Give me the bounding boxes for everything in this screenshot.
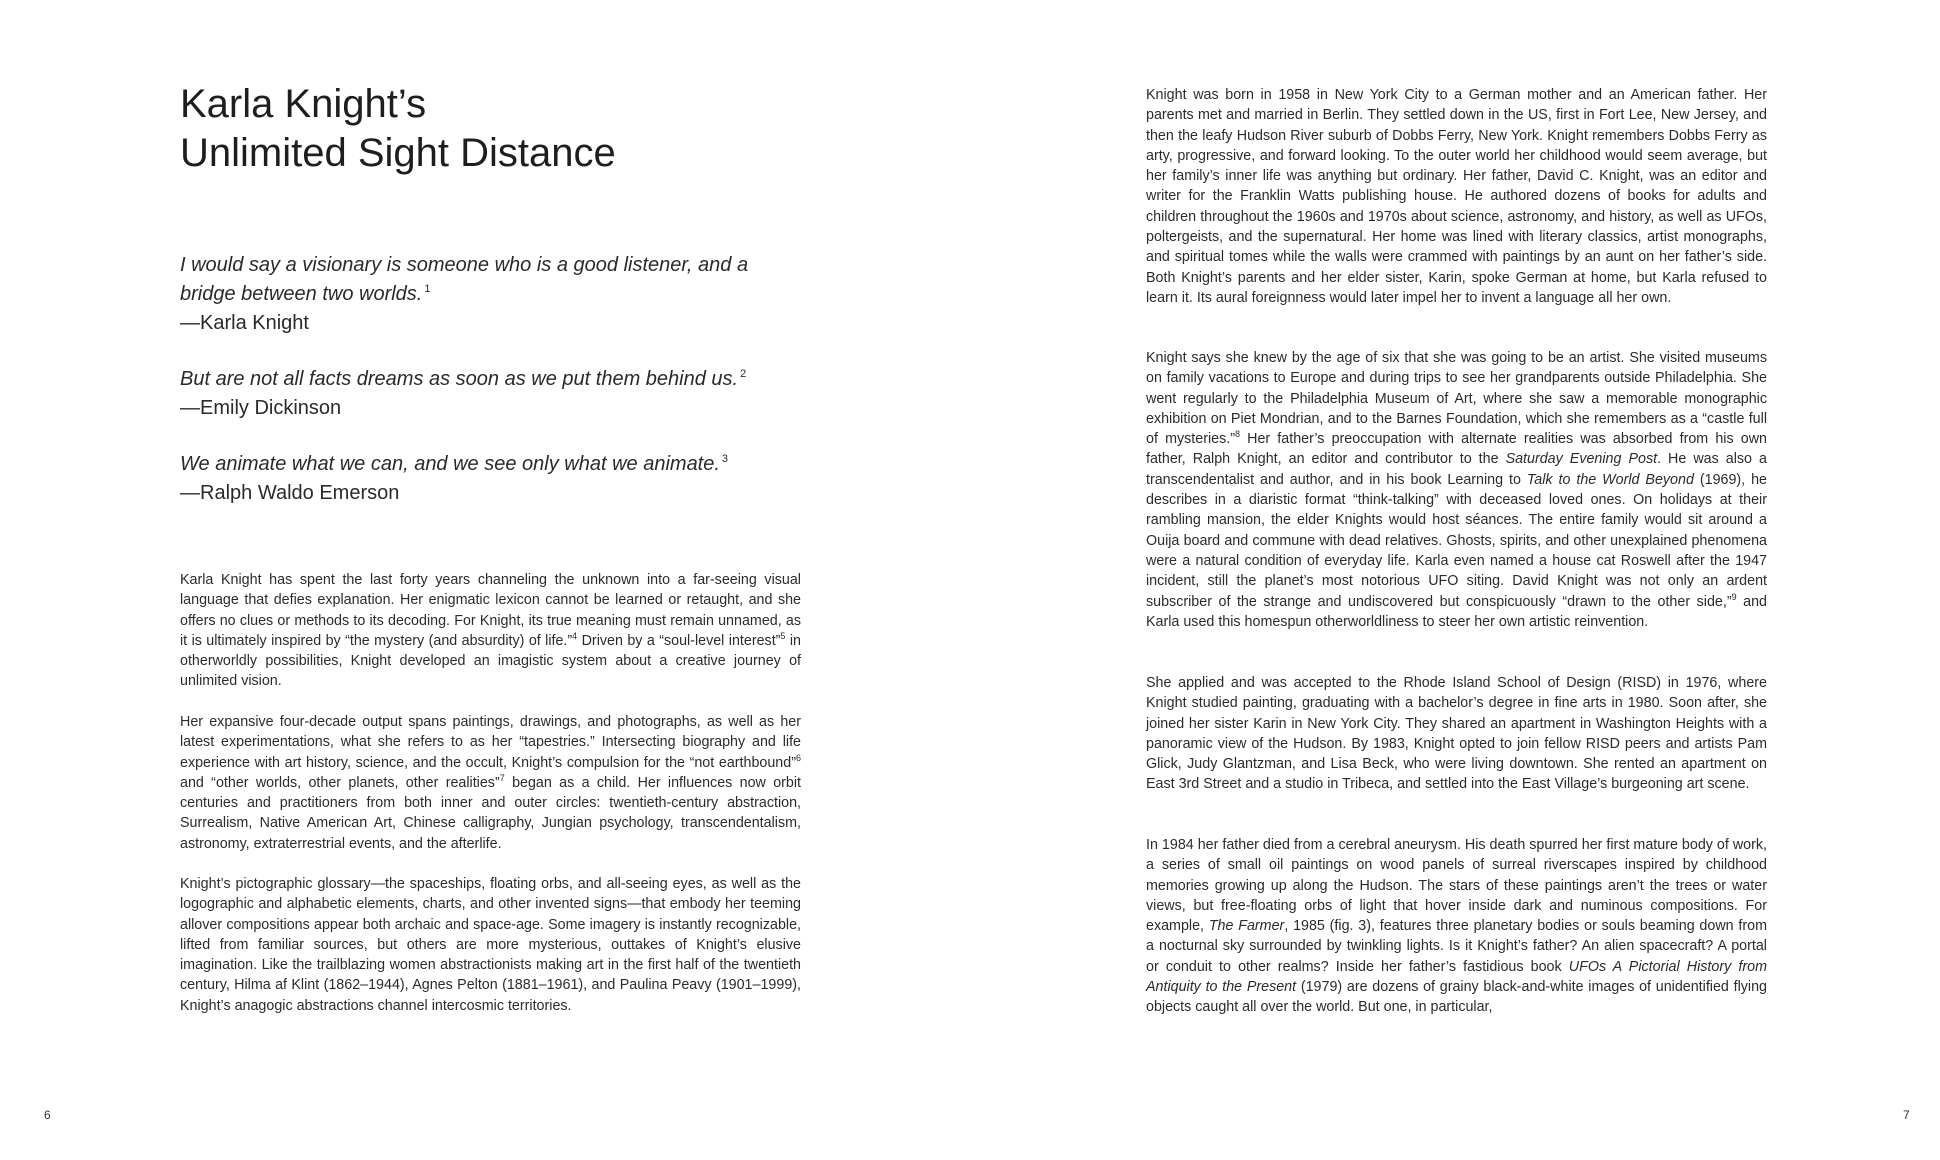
footnote-ref: 9: [1731, 591, 1737, 602]
right-page: [970, 0, 1940, 1160]
book-title: UFOs A Pictorial History from Antiquity to the Present: [1146, 958, 1767, 996]
publication-title: Saturday Evening Post: [1505, 451, 1658, 468]
epigraph-2: [180, 365, 820, 422]
body-paragraph: Knight says she knew by the age of six that she was going to be an artist. She visited museums on family vacations to Europe and during trips to see her grandparents outside Philadelphia. She went regularly to the Philadelphia Museum of Art, where she saw a memorable monographic exhibition on Piet Mondrian, and to the Barnes Foundation, which she remembers as a “castle full of mysteries.”$^8$ Her father’s preoccupation with alternate realities was absorbed from his own father, Ralph Knight, an editor and contributor to the Saturday Evening Post. He was also a transcendentalist and author, and in his book Learning to Talk to the World Beyond (1969), he describes in a diaristic format “think-talking” with deceased loved ones. On holidays at their rambling mansion, the elder Knights would host séances. The entire family would sit around a Ouija board and commune with dead relatives. Ghosts, spirits, and other unexplained phenomena were a natural condition of everyday life. Karla even named a house cat Roswell after the 1947 incident, still the planet’s most notorious UFO siting. David Knight was not only an ardent subscriber of the strange and undiscovered but conspicuously “drawn to the other side,”$^9$ and Karla used this homespun otherworldliness to steer her own artistic reinvention.: [1146, 350, 1768, 630]
epigraph-1: [180, 251, 820, 337]
epigraph-author: —Karla Knight: [180, 312, 309, 334]
footnote-ref: 8: [1234, 429, 1240, 440]
body-paragraph: Knight was born in 1958 in New York City to a German mother and an American father. Her parents met and married in Berlin. They settled down in the US, first in Fort Lee, New Jersey, and then the leafy Hudson River suburb of Dobbs Ferry, New York. Knight remembers Dobbs Ferry as arty, progressive, and forward looking. To the outer world her childhood would seem average, but her family’s inner life was anything but ordinary. Her father, David C. Knight, was an editor and writer for the Franklin Watts publishing house. He authored dozens of books for adults and children throughout the 1960s and 1970s about science, astronomy, and history, as well as UFOs, poltergeists, and the supernatural. Her home was lined with literary classics, artist monographs, and spiritual tomes while the walls were crammed with paintings by an aunt on her father’s side. Both Knight’s parents and her elder sister, Karin, spoke German at home, but Karla refused to learn it. Its aural foreignness would later impel her to invent a language all her own.: [1146, 87, 1767, 306]
footnote-ref: 2: [740, 368, 747, 381]
artwork-title: The Farmer: [1208, 918, 1285, 935]
epigraph-author: —Ralph Waldo Emerson: [180, 482, 400, 504]
body-paragraph: Knight’s pictographic glossary—the spaceships, floating orbs, and all-seeing eyes, as well as the logographic and alphabetic elements, charts, and other invented signs—that embody her teeming allover compositions appear both archaic and space-age. Some imagery is instantly recognizable, lifted from familiar sources, but others are more mysterious, outtakes of Knight’s elusive imagination. Like the trailblazing women abstractionists making art in the first half of the twentieth century, Hilma af Klint (1862–1944), Agnes Pelton (1881–1961), and Paulina Peavy (1901–1999), Knight’s anagogic abstractions channel intercosmic territories.: [180, 876, 801, 1014]
page-number: 7: [1903, 1108, 1910, 1122]
footnote-ref: 1: [424, 283, 431, 296]
title-line-2: Unlimited Sight Distance: [180, 131, 616, 175]
title-line-1: Karla Knight’s: [180, 82, 427, 126]
footnote-ref: 6: [795, 752, 801, 763]
page-number: 6: [44, 1108, 51, 1122]
epigraph-quote: But are not all facts dreams as soon as we put them behind us. $^2$: [180, 368, 747, 390]
book-title: Talk to the World Beyond: [1526, 471, 1694, 488]
body-paragraph: Karla Knight has spent the last forty years channeling the unknown into a far-seeing visual language that defies explanation. Her enigmatic lexicon cannot be learned or retaught, and she offers no clues or methods to its decoding. For Knight, its true meaning must remain unnamed, as it is ultimately inspired by “the mystery (and absurdity) of life.”$^4$ Driven by a “soul-level interest”$^5$ in otherworldly possibilities, Knight developed an imagistic system about a creative journey of unlimited vision.: [180, 572, 801, 690]
footnote-ref: 4: [572, 631, 578, 642]
epigraph-quote: I would say a visionary is someone who is a good listener, and a bridge between two worlds. $^1$: [180, 254, 749, 305]
footnote-ref: 3: [721, 453, 729, 466]
body-paragraph: She applied and was accepted to the Rhode Island School of Design (RISD) in 1976, where Knight studied painting, graduating with a bachelor’s degree in fine arts in 1980. Soon after, she joined her sister Karin in New York City. They shared an apartment in Washington Heights with a panoramic view of the Hudson. By 1983, Knight opted to join fellow RISD peers and artists Pam Glick, Judy Glantzman, and Lisa Beck, who were living downtown. She rented an apartment on East 3rd Street and a studio in Tribeca, and settled into the East Village’s burgeoning art scene.: [1146, 675, 1767, 793]
page-title: [180, 80, 820, 178]
epigraph-3: [180, 450, 820, 507]
epigraph-author: —Emily Dickinson: [180, 397, 342, 419]
body-paragraph: In 1984 her father died from a cerebral aneurysm. His death spurred her first mature body of work, a series of small oil paintings on wood panels of surreal riverscapes inspired by childhood memories growing up along the Hudson. The stars of these paintings aren’t the trees or water views, but free-floating orbs of light that hover inside dark and numinous compositions. For example, The Farmer, 1985 (fig. 3), features three planetary bodies or souls beaming down from a nocturnal sky surrounded by twinkling lights. Is it Knight’s father? An alien spacecraft? A portal or conduit to other realms? Inside her father’s fastidious book UFOs A Pictorial History from Antiquity to the Present (1979) are dozens of grainy black-and-white images of unidentified flying objects caught all over the world. But one, in particular,: [1146, 837, 1767, 1016]
footnote-ref: 7: [499, 773, 505, 784]
epigraph-quote: We animate what we can, and we see only what we animate. $^3$: [180, 453, 729, 475]
footnote-ref: 5: [780, 631, 786, 642]
body-paragraph: Her expansive four-decade output spans paintings, drawings, and photographs, as well as her latest experimentations, what she refers to as her “tapestries.” Intersecting biography and life experience with art history, science, and the occult, Knight’s compulsion for the “not earthbound”$^6$ and “other worlds, other planets, other realities”$^7$ began as a child. Her influences now orbit centuries and practitioners from both inner and outer circles: twentieth-century abstraction, Surrealism, Native American Art, Chinese calligraphy, Jungian psychology, transcendentalism, astronomy, extraterrestrial events, and the afterlife.: [180, 714, 802, 852]
